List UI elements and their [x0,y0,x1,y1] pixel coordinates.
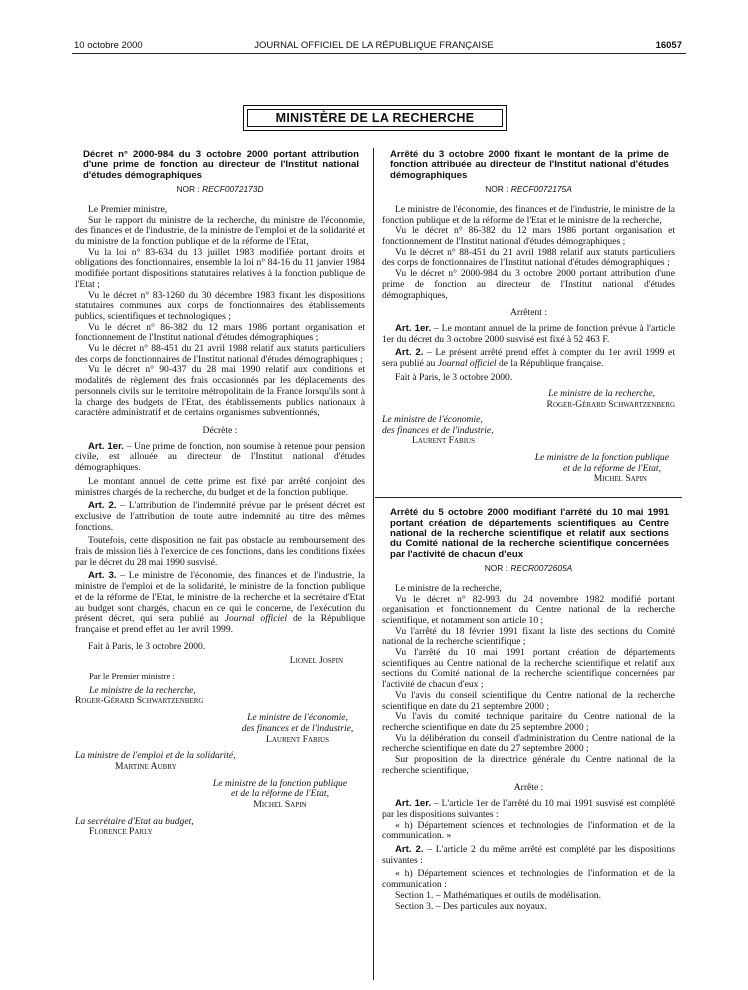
signatory-title: La ministre de l'emploi et de la solidarité, [75,750,236,762]
header-date: 10 octobre 2000 [74,40,143,51]
article-1: Art. 1er. – Le montant annuel de la prime de fonction prévue à l'article 1er du décret du 3 octobre 2000 susvisé est fixé à 52 463 F. [382,322,675,345]
paragraph: Vu la délibération du conseil d'administration du Centre national de la recherche scientifique en date du 27 septembre 2000 ; [382,732,675,755]
signatory-title: des finances et de l'industrie, [382,424,494,436]
signatory-name: Laurent Fabius [266,733,329,745]
ministry-title: MINISTÈRE DE LA RECHERCHE [275,111,475,125]
article-2: Art. 2. – Le présent arrêté prend effet à compter du 1er avril 1999 et sera publié au Journal officiel de la République française. [382,347,675,370]
signatory-title: Le ministre de la fonction publique [212,777,348,789]
decrete-heading: Décrète : [202,424,238,436]
paragraph: Vu l'avis du conseil scientifique du Centre national de la recherche scientifique en date du 21 septembre 2000 ; [382,689,675,712]
section-item: Section 1. – Mathématiques et outils de modélisation. [395,889,601,901]
paragraph: Vu le décret n° 82-993 du 24 novembre 1982 modifié portant organisation et fonctionnement du Centre national de la recherche scientifique, et notamment son article 10 ; [382,593,675,626]
article-2: Art. 2. – L'article 2 du même arrêté est complété par les dispositions suivantes : [382,844,675,866]
signatory-name: Martine Aubry [115,760,177,772]
paragraph: Vu le décret n° 86-382 du 12 mars 1986 portant organisation et fonctionnement de l'Institut national d'études démographiques ; [75,321,365,344]
signatory-title: et de la réforme de l'Etat, [563,462,661,474]
paragraph: Le Premier ministre, [88,203,168,215]
paragraph: Vu l'arrêté du 18 février 1991 fixant la liste des sections du Comité national de la recherche scientifique ; [382,625,675,648]
paragraph: Sur proposition de la directrice générale du Centre national de la recherche scientifique, [382,754,675,776]
signatory-title: Le ministre de la recherche, [548,388,655,400]
section-item: Section 3. – Des particules aux noyaux. [395,900,547,912]
decree-nor: NOR : RECF0072173D [176,184,264,195]
right-column [382,150,675,912]
signatory-name: Roger-Gérard Schwartzenberg [546,399,675,411]
section-rule [375,497,682,498]
header-page-number: 16057 [655,40,682,51]
signatory-name: Florence Parly [89,826,153,838]
paragraph: Le montant annuel de cette prime est fixé par arrêté conjoint des ministres chargés de la recherche, du budget et de la fonction publique. [75,475,365,498]
paragraph: Vu la loi n° 83-634 du 13 juillet 1983 modifiée portant droits et obligations des fonctionnaires, ensemble la loi n° 84-16 du 11 janvier 1984 modifiée portant dispositions statutaires relatives à la fonction publique de l'Etat ; [75,246,365,290]
header-rule [72,53,686,54]
paragraph: Vu le décret n° 83-1260 du 30 décembre 1983 fixant les dispositions statutaires communes aux corps de fonctionnaires des établissements publics, scientifiques et technologiques ; [75,289,365,322]
par-le-premier-ministre: Par le Premier ministre : [89,671,175,682]
signatory-name: Michel Sapin [593,473,647,485]
header-journal-title: JOURNAL OFFICIEL DE LA RÉPUBLIQUE FRANÇAISE [254,40,494,51]
paragraph: Vu le décret n° 86-382 du 12 mars 1986 portant organisation et fonctionnement de l'Institut national d'études démographiques ; [382,225,675,248]
paragraph: Toutefois, cette disposition ne fait pas obstacle au remboursement des frais de mission liés à l'exercice de ces fonctions, dans les conditions fixées par le décret du 28 mai 1990 susvisé. [75,535,365,568]
article-1: Art. 1er. – Une prime de fonction, non soumise à retenue pour pension civile, est allouée au directeur de l'Institut national d'études démographiques. [75,440,365,474]
arretent-heading: Arrêtent : [509,307,548,319]
signatory-title: et de la réforme de l'Etat, [231,788,329,800]
paragraph: Le ministre de la recherche, [395,582,502,594]
arrete-2-nor: NOR : RECR0072605A [484,563,573,574]
paragraph: Vu le décret n° 90-437 du 28 mai 1990 relatif aux conditions et modalités de règlement des frais occasionnés par les déplacements des personnels civils sur le territoire métropolitain de la France lorsqu'ils sont à la charge des budgets de l'Etat, des établissements publics nationaux à caractère administratif et de certains organismes subventionnés, [75,364,365,419]
signatory-title: Le ministre de l'économie, [247,712,348,724]
article-3: Art. 3. – Le ministre de l'économie, des finances et de l'industrie, la ministre de l'emploi et de la solidarité, le ministre de la fonction publique et de la réforme de l'Etat, le ministre de la recherche et la secrétaire d'Etat au budget sont chargés, chacun en ce qui le concerne, de l'exécution du présent décret, qui sera publié au Journal officiel de la République française et prend effet au 1er avril 1999. [75,570,365,635]
signatory-name: Roger-Gérard Schwartzenberg [75,695,204,707]
arrete-2-title: Arrêté du 5 octobre 2000 modifiant l'arrêté du 10 mai 1991 portant création de départements scientifiques au Centre national de la recherche scientifique et relatif aux sections du Comité national de la recherche scientifique concernées par l'activité de chacun d'eux [390,507,669,560]
quoted-text: « h) Département sciences et technologies de l'information et de la communication : [382,868,675,891]
fait-a-paris: Fait à Paris, le 3 octobre 2000. [395,371,513,383]
signatory-title: Le ministre de la fonction publique [534,451,669,463]
paragraph: Sur le rapport du ministre de la recherche, du ministre de l'économie, des finances et de l'industrie, de la ministre de l'emploi et de la solidarité et du ministre de la fonction publique et de la réforme de l'Etat, [75,214,365,248]
arrete-1-title: Arrêté du 3 octobre 2000 fixant le montant de la prime de fonction attribuée au directeur de l'Institut national d'études démographiques [390,149,669,181]
left-column [75,150,365,838]
arrete-heading: Arrête : [513,782,544,794]
signatory-name: Michel Sapin [253,799,307,811]
fait-a-paris: Fait à Paris, le 3 octobre 2000. [88,640,206,652]
signatory-title: Le ministre de la recherche, [89,684,196,696]
decree-title: Décret n° 2000-984 du 3 octobre 2000 portant attribution d'une prime de fonction au directeur de l'Institut national d'études démographiques [83,149,359,181]
quoted-text: « h) Département sciences et technologies de l'information et de la communication. » [382,819,675,842]
signatory-title: Le ministre de l'économie, [382,413,483,425]
ministry-box [243,105,507,131]
article-2: Art. 2. – L'attribution de l'indemnité prévue par le présent décret est exclusive de l'attribution de toute autre indemnité au titre des mêmes fonctions. [75,500,365,533]
signatory-title: La secrétaire d'Etat au budget, [75,815,194,827]
paragraph: Vu l'arrêté du 10 mai 1991 portant création de départements scientifiques au Centre national de la recherche scientifique et relatif aux sections du Comité national de la recherche scientifique concernées par l'activité de chacun d'eux ; [382,647,675,691]
paragraph: Vu l'avis du comité technique paritaire du Centre national de la recherche scientifique en date du 25 septembre 2000 ; [382,711,675,733]
column-divider [373,148,374,980]
article-1: Art. 1er. – L'article 1er de l'arrêté du 10 mai 1991 susvisé est complété par les dispositions suivantes : [382,798,675,820]
signatory-name: Laurent Fabius [412,435,475,447]
paragraph: Vu le décret n° 88-451 du 21 avril 1988 relatif aux statuts particuliers des corps de fonctionnaires de l'Institut national d'études démographiques ; [382,246,675,269]
arrete-1-nor: NOR : RECF0072175A [485,184,572,195]
paragraph: Vu le décret n° 2000-984 du 3 octobre 2000 portant attribution d'une prime de fonction au directeur de l'Institut national d'études démographiques, [382,268,675,301]
signature-premier-ministre: Lionel Jospin [289,655,343,667]
paragraph: Vu le décret n° 88-451 du 21 avril 1988 relatif aux statuts particuliers des corps de fonctionnaires de l'Institut national d'études démographiques ; [75,343,365,365]
signatory-title: des finances et de l'industrie, [241,722,354,734]
paragraph: Le ministre de l'économie, des finances et de l'industrie, le ministre de la fonction publique et de la réforme de l'Etat et le ministre de la recherche, [382,203,675,226]
